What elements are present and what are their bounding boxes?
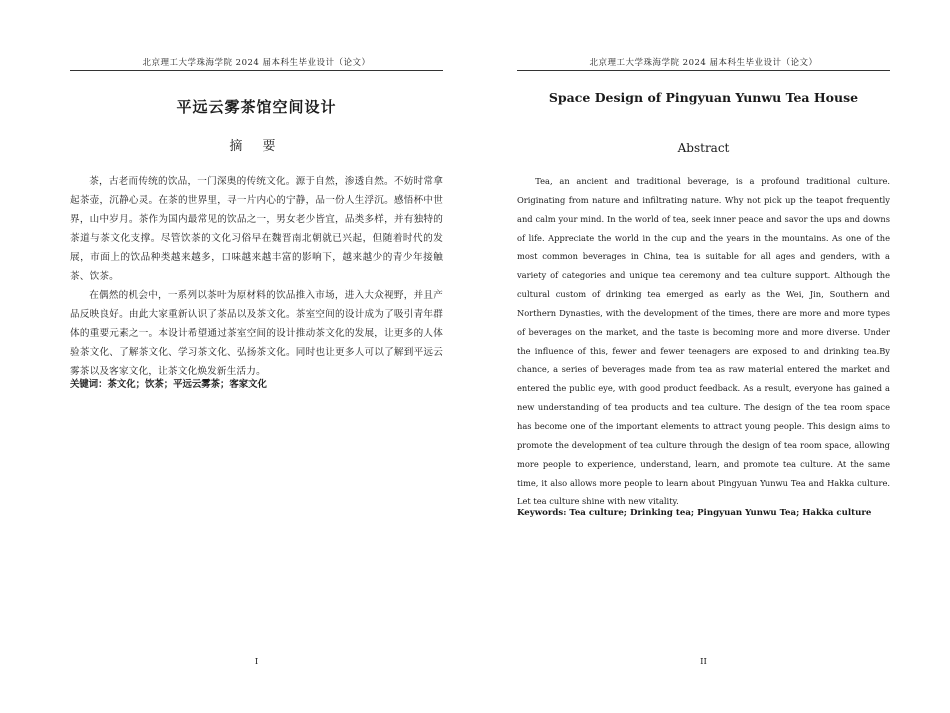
running-header: 北京理工大学珠海学院 2024 届本科生毕业设计（论文） (142, 58, 371, 68)
right-page-english-abstract (517, 0, 890, 713)
abstract-paragraph-1: 茶，古老而传统的饮品，一门深奥的传统文化。源于自然，渗透自然。不妨时常拿起茶壶，沉静心灵。在茶的世界里，寻一片内心的宁静，品一份人生浮沉。感悟杯中世界，山中岁月。茶作为国内最常见的饮品之一，男女老少皆宜，品类多样，并有独特的茶道与茶文化支撑。尽管饮茶的文化习俗早在魏晋南北朝就已兴起，但随着时代的发展，市面上的饮品种类越来越多，口味越来越丰富的影响下，越来越少的青少年接触茶、饮茶。 (70, 176, 443, 282)
left-page-chinese-abstract (70, 0, 443, 713)
abstract-paragraph-2: 在偶然的机会中，一系列以茶叶为原材料的饮品推入市场，进入大众视野，并且产品反映良好。由此大家重新认识了茶品以及茶文化。茶室空间的设计成为了吸引青年群体的重要元素之一。本设计希望通过茶室空间的设计推动茶文化的发展，让更多的人体验茶文化、了解茶文化、学习茶文化、弘扬茶文化。同时也让更多人可以了解到平远云雾茶以及客家文化，让茶文化焕发新生活力。 (70, 290, 443, 377)
header-rule (517, 70, 890, 71)
page-number-left: I (254, 657, 259, 667)
page-number-right: II (700, 657, 707, 667)
abstract-body-chinese (70, 172, 443, 381)
abstract-heading-english: Abstract (677, 141, 730, 155)
thesis-title-chinese: 平远云雾茶馆空间设计 (176, 98, 337, 116)
thesis-title-english: Space Design of Pingyuan Yunwu Tea House (548, 90, 859, 105)
keywords-english: Keywords: Tea culture; Drinking tea; Pingyuan Yunwu Tea; Hakka culture (517, 508, 872, 518)
abstract-heading-chinese: 摘 要 (229, 139, 284, 154)
abstract-paragraph-1: Tea, an ancient and traditional beverage, is a profound traditional culture. Originating from nature and infiltrating nature. Why not pick up the teapot frequently and calm your mind. In the world of tea, seek inner peace and savor the ups and downs of life. Appreciate the world in the cup and the years in the mountains. As one of the most common beverages in China, tea is suitable for all ages and genders, with a variety of categories and unique tea ceremony and tea culture support. Although the cultural custom of drinking tea emerged as early as the Wei, Jin, Southern and Northern Dynasties, with the development of the times, there are more and more types of beverages on the market, and the taste is becoming more and more diverse. Under the influence of this, fewer and fewer teenagers are exposed to and drinking tea.By chance, a series of beverages made from tea as raw material entered the market and entered the public eye, with good product feedback. As a result, everyone has gained a new understanding of tea products and tea culture. The design of the tea room space has become one of the important elements to attract young people. This design aims to promote the development of tea culture through the design of tea room space, allowing more people to experience, understand, learn, and promote tea culture. At the same time, it also allows more people to learn about Pingyuan Yunwu Tea and Hakka culture. Let tea culture shine with new vitality. (517, 176, 890, 507)
keywords-chinese: 关键词：茶文化；饮茶；平远云雾茶；客家文化 (70, 379, 267, 390)
abstract-body-english (517, 172, 890, 511)
running-header: 北京理工大学珠海学院 2024 届本科生毕业设计（论文） (589, 58, 818, 68)
header-rule (70, 70, 443, 71)
